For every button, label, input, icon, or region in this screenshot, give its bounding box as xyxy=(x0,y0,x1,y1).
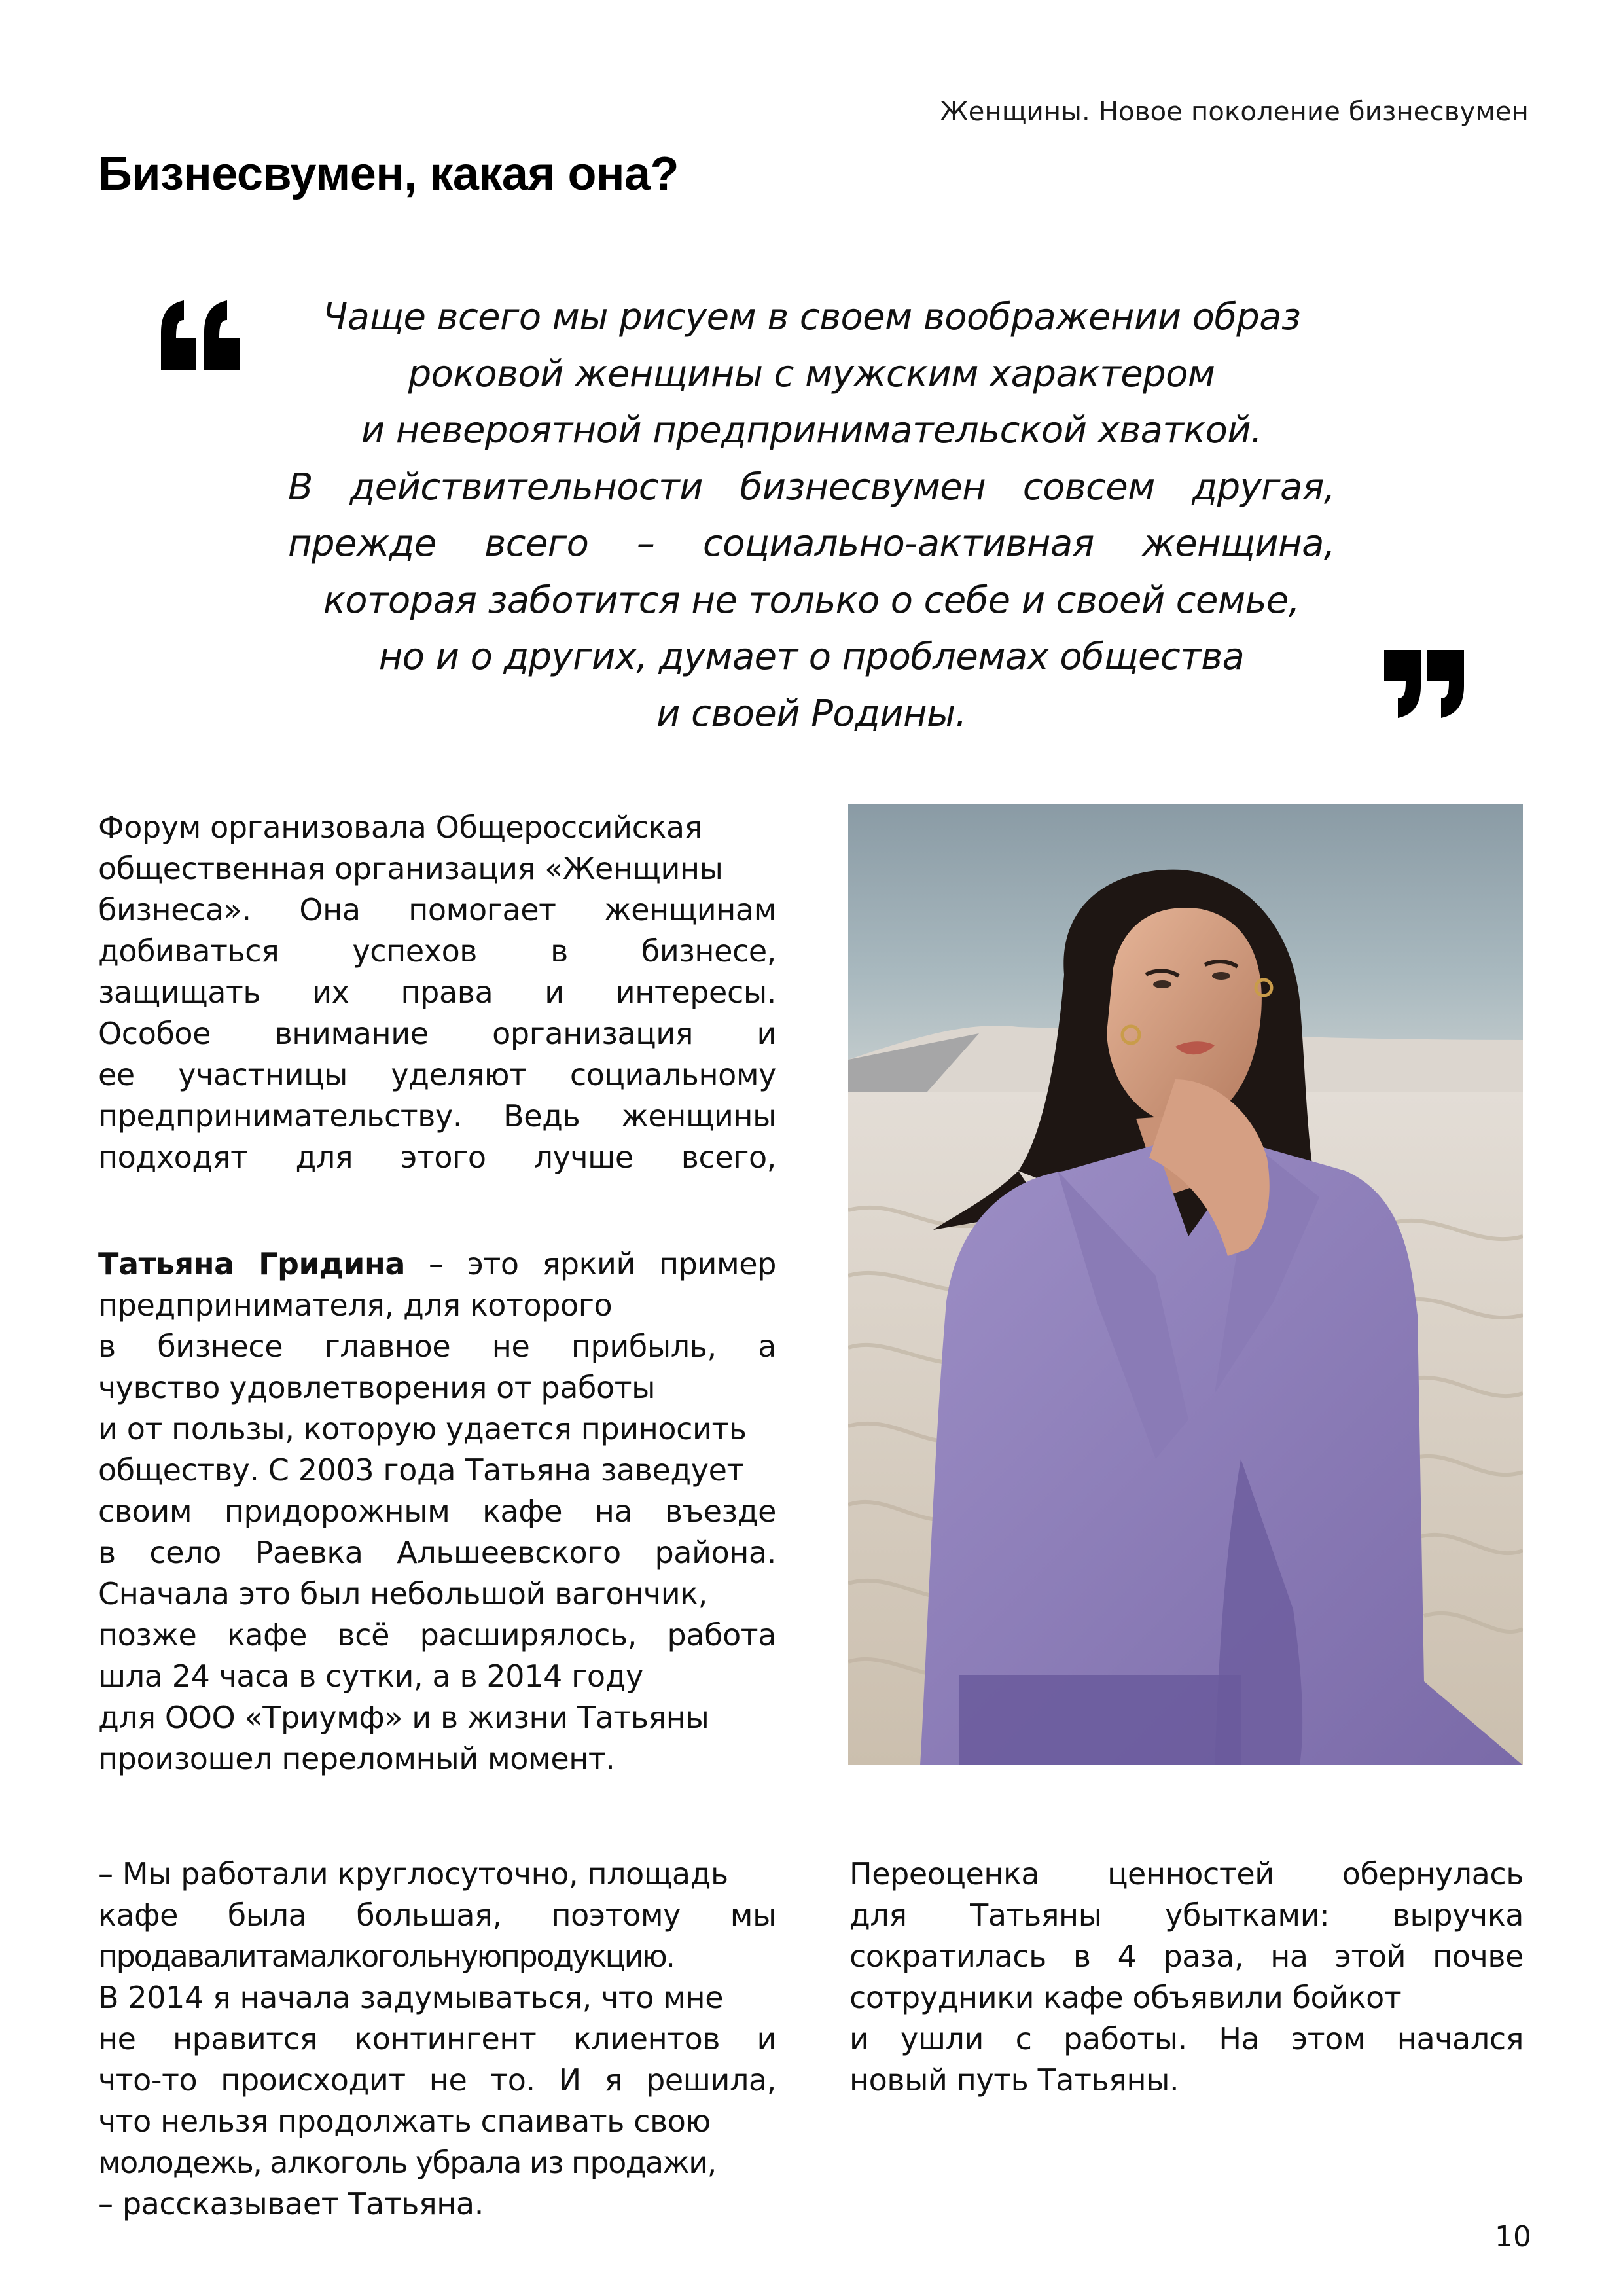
text-line: для ООО «Триумф» и в жизни Татьяны xyxy=(98,1700,709,1735)
text-line: добиваться успехов в бизнесе, xyxy=(98,933,776,969)
text-line: позже кафе всё расширялось, работа xyxy=(98,1617,776,1653)
text-line: шла 24 часа в сутки, а в 2014 году xyxy=(98,1659,643,1694)
text-line: защищать их права и интересы. xyxy=(98,975,776,1010)
pull-quote-line: которая заботится не только о себе и своей семье, xyxy=(323,579,1300,622)
pull-quote-line: Чаще всего мы рисуем в своем воображении образ xyxy=(322,296,1301,338)
text-line: Переоценка ценностей обернулась xyxy=(849,1856,1524,1892)
pull-quote-line: прежде всего – социально-активная женщина, xyxy=(288,522,1335,565)
person-name: Татьяна Гридина xyxy=(98,1246,405,1282)
text-line xyxy=(98,1244,776,1285)
text-line: ее участницы уделяют социальному xyxy=(98,1057,776,1092)
text-line: сотрудники кафе объявили бойкот xyxy=(849,1980,1402,2015)
running-header: Женщины. Новое поколение бизнесвумен xyxy=(940,97,1529,127)
article-paragraph-1 xyxy=(98,807,776,1178)
text-line: в село Раевка Альшеевского района. xyxy=(98,1535,776,1570)
pull-quote-line: и невероятной предпринимательской хваткой. xyxy=(361,409,1262,452)
pull-quote-line: но и о других, думает о проблемах общества xyxy=(378,636,1245,678)
article-paragraph-4 xyxy=(849,1854,1524,2101)
close-quote-icon xyxy=(1383,649,1465,719)
text-line: новый путь Татьяны. xyxy=(849,2062,1179,2098)
text-line: молодежь, алкоголь убрала из продажи, xyxy=(98,2145,716,2180)
text-line: своим придорожным кафе на въезде xyxy=(98,1494,776,1529)
portrait-photo xyxy=(848,804,1523,1765)
text-line: Особое внимание организация и xyxy=(98,1016,776,1051)
text-line: обществу. С 2003 года Татьяна заведует xyxy=(98,1452,744,1488)
text-line: Форум организовала Общероссийская xyxy=(98,810,702,845)
text-line: в бизнесе главное не прибыль, а xyxy=(98,1329,776,1364)
open-quote-icon xyxy=(159,300,240,370)
article-paragraph-2 xyxy=(98,1244,776,1780)
article-paragraph-3 xyxy=(98,1854,776,2225)
text-line: для Татьяны убытками: выручка xyxy=(849,1897,1524,1933)
pull-quote-line: В действительности бизнесвумен совсем другая, xyxy=(288,465,1335,509)
text-fragment: – это яркий пример xyxy=(405,1246,776,1282)
text-line: не нравится контингент клиентов и xyxy=(98,2021,776,2056)
text-line: – Мы работали круглосуточно, площадь xyxy=(98,1856,728,1892)
text-line: кафе была большая, поэтому мы xyxy=(98,1897,776,1933)
text-line: сократилась в 4 раза, на этой почве xyxy=(849,1939,1524,1974)
pull-quote-line: роковой женщины с мужским характером xyxy=(408,352,1215,395)
text-line: и от пользы, которую удается приносить xyxy=(98,1411,747,1446)
text-line: что-то происходит не то. И я решила, xyxy=(98,2062,776,2098)
text-line: В 2014 я начала задумываться, что мне xyxy=(98,1980,724,2015)
text-line: Сначала это был небольшой вагончик, xyxy=(98,1576,707,1611)
text-line: и ушли с работы. На этом начался xyxy=(849,2021,1524,2056)
text-line: общественная организация «Женщины xyxy=(98,851,723,886)
text-line: – рассказывает Татьяна. xyxy=(98,2186,484,2221)
text-line: что нельзя продолжать спаивать свою xyxy=(98,2104,711,2139)
text-line: произошел переломный момент. xyxy=(98,1741,615,1776)
text-line: чувство удовлетворения от работы xyxy=(98,1370,656,1405)
pull-quote-line: и своей Родины. xyxy=(656,692,967,735)
text-line: предпринимательству. Ведь женщины xyxy=(98,1098,776,1134)
page-title: Бизнесвумен, какая она? xyxy=(98,148,679,200)
pull-quote xyxy=(288,289,1335,742)
page-number: 10 xyxy=(1495,2220,1531,2253)
text-line: предпринимателя, для которого xyxy=(98,1287,613,1323)
portrait-illustration xyxy=(848,804,1523,1765)
text-line: подходят для этого лучше всего, xyxy=(98,1139,776,1175)
text-line: продавалитамалкогольнуюпродукцию. xyxy=(98,1939,674,1974)
text-line: бизнеса». Она помогает женщинам xyxy=(98,892,776,927)
